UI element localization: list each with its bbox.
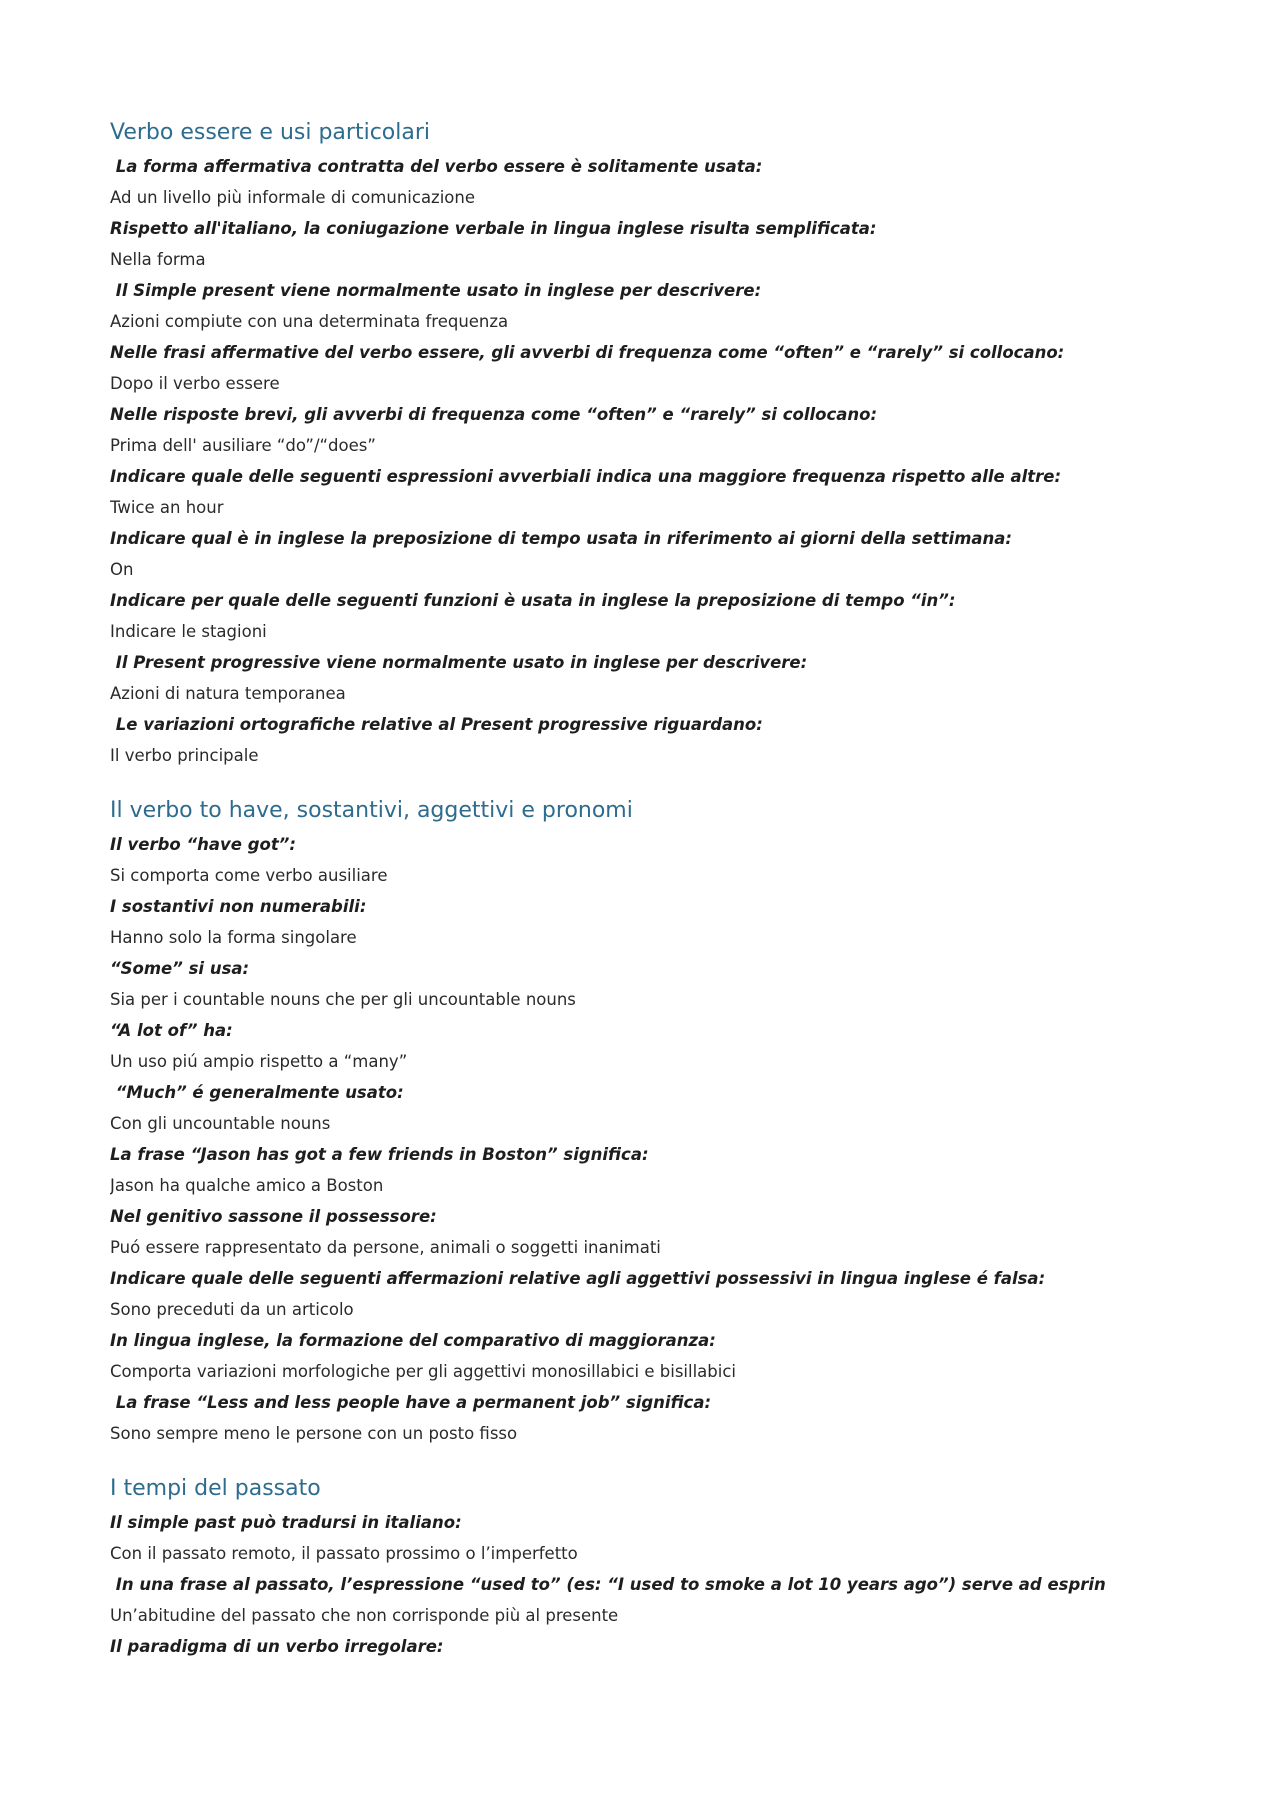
question: Indicare per quale delle seguenti funzioni è usata in inglese la preposizione di tempo “in”: xyxy=(110,591,956,610)
answer: Si comporta come verbo ausiliare xyxy=(110,866,388,885)
answer: Azioni compiute con una determinata frequenza xyxy=(110,312,509,331)
question: La frase “Jason has got a few friends in Boston” significa: xyxy=(110,1145,649,1164)
section-verbo-essere xyxy=(110,118,1170,771)
question: La frase “Less and less people have a permanent job” significa: xyxy=(110,1393,712,1412)
question: Indicare quale delle seguenti affermazioni relative agli aggettivi possessivi in lingua inglese é falsa: xyxy=(110,1269,1046,1288)
question: Il Present progressive viene normalmente usato in inglese per descrivere: xyxy=(110,653,808,672)
answer: Azioni di natura temporanea xyxy=(110,684,346,703)
answer: Un’abitudine del passato che non corrisponde più al presente xyxy=(110,1606,619,1625)
question: Indicare quale delle seguenti espressioni avverbiali indica una maggiore frequenza rispetto alle altre: xyxy=(110,467,1062,486)
answer: Ad un livello più informale di comunicazione xyxy=(110,188,476,207)
answer: Nella forma xyxy=(110,250,206,269)
section-tempi-passato xyxy=(110,1474,1170,1662)
question: In lingua inglese, la formazione del comparativo di maggioranza: xyxy=(110,1331,716,1350)
question: Il simple past può tradursi in italiano: xyxy=(110,1513,462,1532)
section-heading: Verbo essere e usi particolari xyxy=(110,120,430,145)
question: I sostantivi non numerabili: xyxy=(110,897,367,916)
question: “Some” si usa: xyxy=(110,959,250,978)
question: In una frase al passato, l’espressione “used to” (es: “I used to smoke a lot 10 years ago”) serve ad esprin xyxy=(110,1575,1106,1594)
question: “Much” é generalmente usato: xyxy=(110,1083,404,1102)
answer: Sono preceduti da un articolo xyxy=(110,1300,354,1319)
answer: Twice an hour xyxy=(110,498,224,517)
section-heading: Il verbo to have, sostantivi, aggettivi e pronomi xyxy=(110,798,633,823)
document-page xyxy=(110,118,1170,1662)
answer: Un uso piú ampio rispetto a “many” xyxy=(110,1052,408,1071)
answer: Con il passato remoto, il passato prossimo o l’imperfetto xyxy=(110,1544,578,1563)
question: Il verbo “have got”: xyxy=(110,835,296,854)
question: La forma affermativa contratta del verbo essere è solitamente usata: xyxy=(110,157,763,176)
question: Le variazioni ortografiche relative al Present progressive riguardano: xyxy=(110,715,763,734)
question: Il paradigma di un verbo irregolare: xyxy=(110,1637,444,1656)
question: Nelle frasi affermative del verbo essere, gli avverbi di frequenza come “often” e “rarely” si collocano: xyxy=(110,343,1065,362)
question: Indicare qual è in inglese la preposizione di tempo usata in riferimento ai giorni della settimana: xyxy=(110,529,1013,548)
answer: Indicare le stagioni xyxy=(110,622,267,641)
question: “A lot of” ha: xyxy=(110,1021,233,1040)
question: Il Simple present viene normalmente usato in inglese per descrivere: xyxy=(110,281,762,300)
answer: Hanno solo la forma singolare xyxy=(110,928,357,947)
answer: Con gli uncountable nouns xyxy=(110,1114,331,1133)
section-verbo-to-have xyxy=(110,796,1170,1449)
question: Nelle risposte brevi, gli avverbi di frequenza come “often” e “rarely” si collocano: xyxy=(110,405,878,424)
answer: Puó essere rappresentato da persone, animali o soggetti inanimati xyxy=(110,1238,661,1257)
question: Rispetto all'italiano, la coniugazione verbale in lingua inglese risulta semplificata: xyxy=(110,219,877,238)
question: Nel genitivo sassone il possessore: xyxy=(110,1207,437,1226)
answer: Prima dell' ausiliare “do”/“does” xyxy=(110,436,376,455)
answer: Il verbo principale xyxy=(110,746,259,765)
answer: Dopo il verbo essere xyxy=(110,374,280,393)
answer: Comporta variazioni morfologiche per gli aggettivi monosillabici e bisillabici xyxy=(110,1362,737,1381)
answer: Sono sempre meno le persone con un posto fisso xyxy=(110,1424,518,1443)
section-heading: I tempi del passato xyxy=(110,1476,321,1501)
answer: On xyxy=(110,560,134,579)
answer: Jason ha qualche amico a Boston xyxy=(110,1176,384,1195)
answer: Sia per i countable nouns che per gli uncountable nouns xyxy=(110,990,576,1009)
